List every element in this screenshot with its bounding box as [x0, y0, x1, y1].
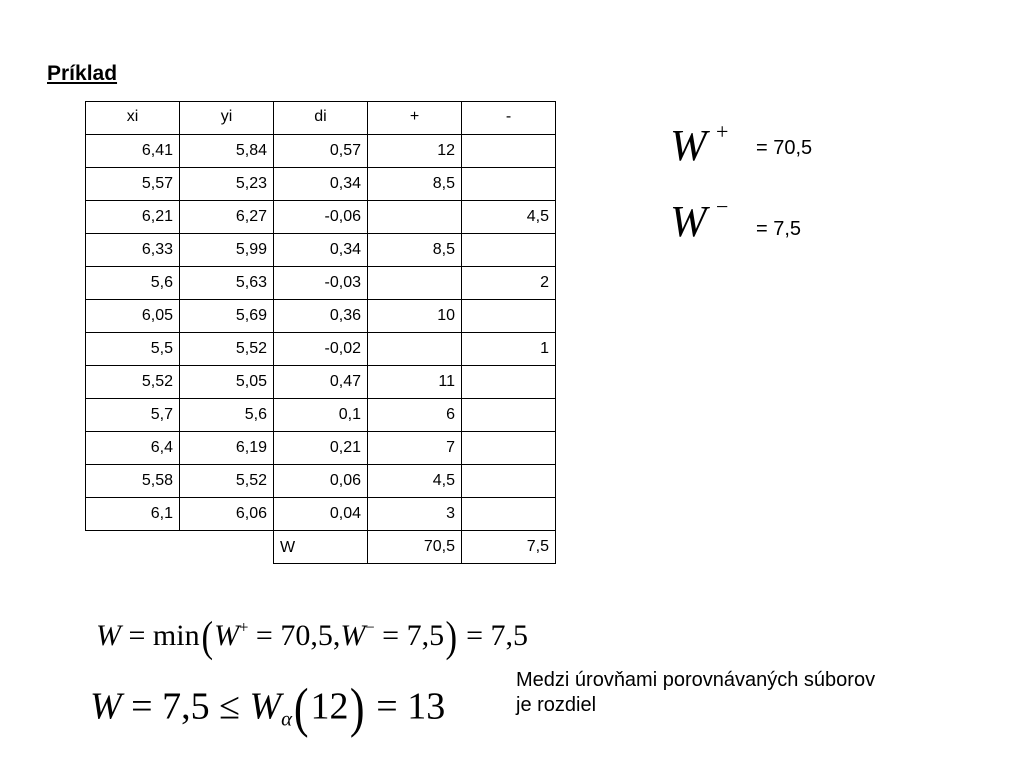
table-cell: 6: [368, 399, 462, 432]
table-row: [86, 168, 556, 201]
total-plus: 70,5: [368, 531, 462, 564]
table-row: [86, 465, 556, 498]
table-cell: [368, 267, 462, 300]
table-row: [86, 498, 556, 531]
table-cell: 5,7: [86, 399, 180, 432]
table-cell: 8,5: [368, 168, 462, 201]
table-row: [86, 432, 556, 465]
table-cell: 6,21: [86, 201, 180, 234]
table-cell: 6,41: [86, 135, 180, 168]
table-cell: 12: [368, 135, 462, 168]
table-cell: 5,57: [86, 168, 180, 201]
formula-critical: $W = 7,5 \le W_\alpha(12) = 13$: [90, 677, 446, 738]
table-cell: 6,33: [86, 234, 180, 267]
column-header: -: [462, 102, 556, 135]
table-row: [86, 300, 556, 333]
plus-superscript: +: [716, 119, 729, 144]
table-cell: 0,36: [274, 300, 368, 333]
table-cell: 0,21: [274, 432, 368, 465]
table-cell: [462, 300, 556, 333]
formula-min: W = min(W+ = 70,5,W− = 7,5) = 7,5: [96, 613, 528, 661]
table-cell: [462, 135, 556, 168]
table-cell: -0,06: [274, 201, 368, 234]
table-cell: 0,34: [274, 168, 368, 201]
table-cell: 5,6: [86, 267, 180, 300]
table-header-row: [86, 102, 556, 135]
empty-cell: [180, 531, 274, 564]
table-cell: 5,6: [180, 399, 274, 432]
table-cell: -0,02: [274, 333, 368, 366]
table-cell: 4,5: [368, 465, 462, 498]
w-minus-value: = 7,5: [756, 218, 802, 240]
table-cell: 10: [368, 300, 462, 333]
table-row: [86, 399, 556, 432]
data-table: [85, 101, 556, 564]
conclusion-text: [516, 668, 875, 718]
table-cell: [462, 168, 556, 201]
table-cell: [462, 465, 556, 498]
column-header: yi: [180, 102, 274, 135]
w-plus-value: = 70,5: [756, 137, 813, 159]
table-cell: [462, 432, 556, 465]
table-cell: [368, 333, 462, 366]
table-cell: 6,1: [86, 498, 180, 531]
table-cell: 0,57: [274, 135, 368, 168]
table-row: [86, 267, 556, 300]
table-cell: 3: [368, 498, 462, 531]
w-minus-symbol: W: [670, 197, 707, 246]
slide-title: Príklad: [47, 62, 118, 85]
table-cell: [462, 366, 556, 399]
table-row: [86, 234, 556, 267]
table-cell: 0,1: [274, 399, 368, 432]
w-plus-symbol: W: [670, 121, 707, 170]
total-label: W: [274, 531, 368, 564]
table-cell: 7: [368, 432, 462, 465]
empty-cell: [86, 531, 180, 564]
table-cell: 4,5: [462, 201, 556, 234]
conclusion-line-2: je rozdiel: [516, 694, 597, 716]
table-row: [86, 135, 556, 168]
table-row: [86, 366, 556, 399]
table-cell: 5,52: [180, 333, 274, 366]
table-total-row: [86, 531, 556, 564]
table-cell: 0,47: [274, 366, 368, 399]
table-cell: 8,5: [368, 234, 462, 267]
table-cell: 5,52: [86, 366, 180, 399]
table-cell: 5,5: [86, 333, 180, 366]
table-cell: 5,05: [180, 366, 274, 399]
table-cell: 6,19: [180, 432, 274, 465]
minus-superscript: −: [716, 194, 729, 219]
table-cell: 5,52: [180, 465, 274, 498]
table-row: [86, 201, 556, 234]
total-minus: 7,5: [462, 531, 556, 564]
column-header: xi: [86, 102, 180, 135]
table-cell: 6,06: [180, 498, 274, 531]
table-cell: 5,63: [180, 267, 274, 300]
table-cell: 5,69: [180, 300, 274, 333]
table-cell: 5,99: [180, 234, 274, 267]
table-cell: 6,4: [86, 432, 180, 465]
table-cell: [462, 399, 556, 432]
column-header: +: [368, 102, 462, 135]
table-cell: 5,58: [86, 465, 180, 498]
table-cell: 6,05: [86, 300, 180, 333]
conclusion-line-1: Medzi úrovňami porovnávaných súborov: [516, 669, 876, 691]
table-cell: 0,06: [274, 465, 368, 498]
table-cell: 11: [368, 366, 462, 399]
table-cell: [462, 498, 556, 531]
table-cell: 5,84: [180, 135, 274, 168]
table-cell: 6,27: [180, 201, 274, 234]
table-cell: 0,04: [274, 498, 368, 531]
column-header: di: [274, 102, 368, 135]
table-cell: 5,23: [180, 168, 274, 201]
table-cell: -0,03: [274, 267, 368, 300]
table-cell: 2: [462, 267, 556, 300]
table-cell: [462, 234, 556, 267]
table-row: [86, 333, 556, 366]
table-cell: [368, 201, 462, 234]
table-cell: 1: [462, 333, 556, 366]
table-cell: 0,34: [274, 234, 368, 267]
